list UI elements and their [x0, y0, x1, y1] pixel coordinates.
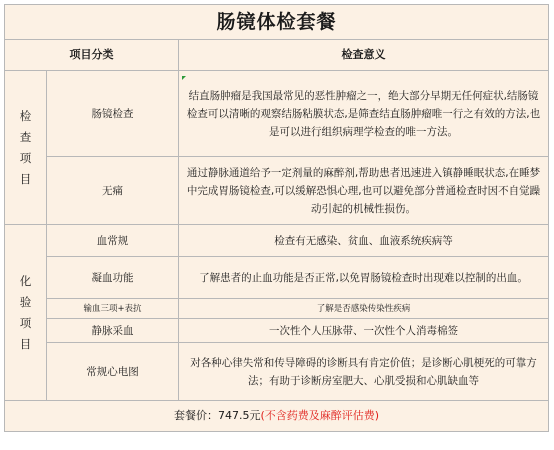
item-description: 通过静脉通道给予一定剂量的麻醉剂,帮助患者迅速进入镇静睡眠状态,在睡梦中完成胃肠镜检查,可以缓解恐惧心理,也可以避免部分普通检查时因不自觉躁动引起的机械性损伤。: [179, 157, 549, 225]
item-description: 了解患者的止血功能是否正常,以免胃肠镜检查时出现难以控制的出血。: [179, 257, 549, 299]
header-category: 项目分类: [5, 40, 179, 71]
item-name: 输血三项+表抗: [47, 299, 179, 319]
package-table: [4, 4, 549, 432]
group-lab-label: 化 验 项 目: [5, 225, 47, 401]
cell-marker-icon: [182, 76, 186, 80]
item-name: 凝血功能: [47, 257, 179, 299]
header-meaning: 检查意义: [179, 40, 549, 71]
item-description: 结直肠肿瘤是我国最常见的恶性肿瘤之一，绝大部分早期无任何症状,结肠镜检查可以清晰的观察结肠粘膜状态,是筛查结直肠肿瘤唯一行之有效的方法,也是可以进行组织病理学检查的唯一方法。: [179, 71, 549, 157]
price-note: (不含药费及麻醉评估费): [260, 409, 380, 422]
item-description: 一次性个人压脉带、一次性个人消毒棉签: [179, 319, 549, 343]
item-description: 检查有无感染、贫血、血液系统疾病等: [179, 225, 549, 257]
price-label: 套餐价：747.5元: [173, 409, 261, 422]
item-name: 肠镜检查: [47, 71, 179, 157]
item-name: 静脉采血: [47, 319, 179, 343]
item-name: 无痛: [47, 157, 179, 225]
item-description: 了解是否感染传染性疾病: [179, 299, 549, 319]
item-name: 常规心电图: [47, 343, 179, 401]
item-name: 血常规: [47, 225, 179, 257]
group-exam-label: 检 查 项 目: [5, 71, 47, 225]
item-description: 对各种心律失常和传导障碍的诊断具有肯定价值；是诊断心肌梗死的可靠方法；有助于诊断房室肥大、心肌受损和心肌缺血等: [179, 343, 549, 401]
table-title: 肠镜体检套餐: [5, 5, 549, 40]
package-price: [5, 401, 549, 432]
